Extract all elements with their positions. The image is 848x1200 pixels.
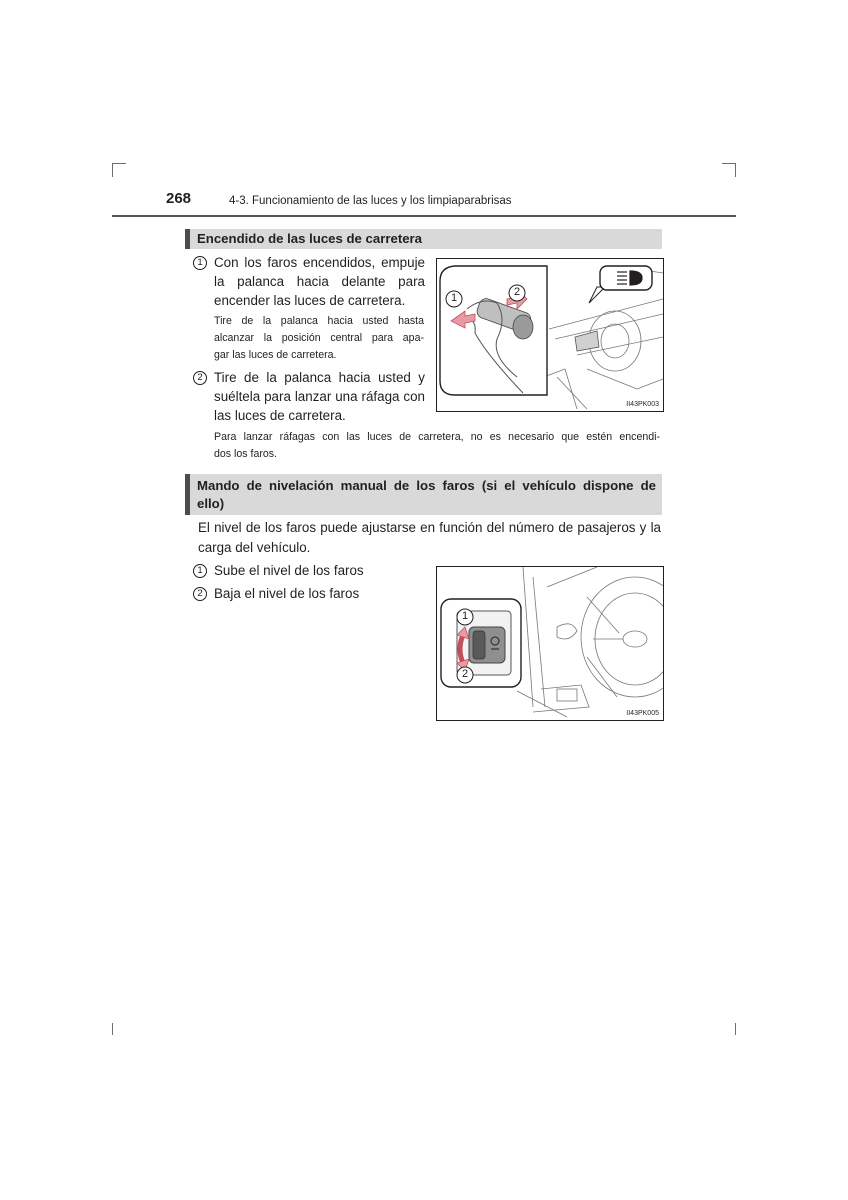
step-number: 2	[193, 371, 207, 385]
running-header: 4-3. Funcionamiento de las luces y los limpiaparabrisas	[229, 195, 512, 207]
item-text: Baja el nivel de los faros	[214, 586, 360, 601]
crop-mark	[722, 163, 736, 164]
item-text: Sube el nivel de los faros	[214, 563, 364, 578]
item-text: suéltela para lanzar una ráfaga con	[214, 389, 425, 404]
callout-number: 1	[450, 292, 458, 304]
item-text: la palanca hacia delante para	[214, 274, 425, 289]
lever-illustration	[437, 259, 663, 411]
crop-mark	[735, 1023, 736, 1035]
headlight-lever-figure	[436, 258, 664, 412]
item-text: Tire de la palanca hacia usted y	[214, 370, 425, 385]
item-text: las luces de carretera.	[214, 408, 346, 423]
callout-number: 1	[461, 610, 469, 622]
header-rule	[112, 215, 736, 217]
section-heading: Mando de nivelación manual de los faros (si el vehículo dispone de ello)	[185, 474, 662, 515]
crop-mark	[735, 163, 736, 177]
step-number: 1	[193, 564, 207, 578]
headlight-leveling-figure	[436, 566, 664, 721]
list-item	[193, 253, 425, 310]
section-paragraph: El nivel de los faros puede ajustarse en función del número de pasajeros y la carga del vehículo.	[198, 520, 661, 555]
list-item	[193, 584, 423, 603]
section-note: Para lanzar ráfagas con las luces de carretera, no es necesario que estén encendi- dos los faros.	[214, 431, 660, 460]
leveling-illustration	[437, 567, 663, 720]
list-item	[193, 368, 425, 425]
item-text: encender las luces de carretera.	[214, 293, 406, 308]
callout-number: 2	[513, 286, 521, 298]
item-text: Con los faros encendidos, empuje	[214, 255, 425, 270]
callout-number: 2	[461, 668, 469, 680]
page-number: 268	[166, 190, 192, 207]
step-number: 2	[193, 587, 207, 601]
crop-mark	[112, 163, 113, 177]
item-note: Tire de la palanca hacia usted hasta alcanzar la posición central para apa- gar las luces de carretera.	[214, 315, 424, 361]
figure-code: II43PK003	[626, 401, 659, 408]
figure-code: II43PK005	[626, 710, 659, 717]
step-number: 1	[193, 256, 207, 270]
crop-mark	[112, 1023, 113, 1035]
list-item	[193, 561, 423, 580]
section-heading: Encendido de las luces de carretera	[185, 229, 662, 249]
crop-mark	[112, 163, 126, 164]
